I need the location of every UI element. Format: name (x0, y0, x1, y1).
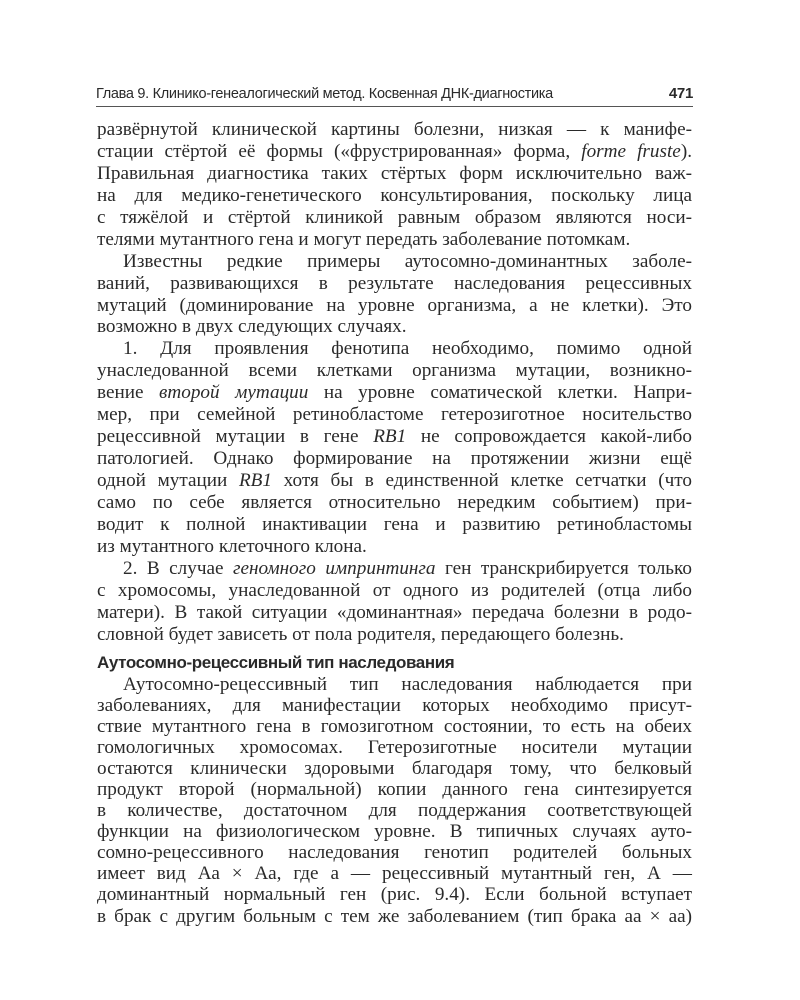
text-run: рецессивной мутации в гене (97, 426, 374, 448)
text-line (97, 229, 692, 251)
text-run: остаются клинически здоровыми благодаря тому, что белковый (97, 757, 692, 779)
text-line (97, 695, 692, 716)
italic-term: второй мутации (159, 382, 309, 404)
text-line (97, 426, 692, 448)
text-run: Правильная диагностика таких стёртых форм исключительно важ- (97, 162, 692, 184)
text-run: одной мутации (97, 470, 239, 491)
text-run: на уровне соматической клетки. Напри- (308, 382, 692, 404)
text-line (97, 624, 692, 646)
paragraph (97, 119, 692, 251)
italic-term: RB1 (238, 470, 272, 491)
text-line (97, 758, 692, 779)
text-run: Известны редкие примеры аутосомно-доминантных заболе- (123, 250, 692, 272)
text-line (97, 842, 692, 863)
section-heading: Аутосомно-рецессивный тип наследования (97, 652, 455, 672)
text-line (97, 119, 692, 141)
text-run: имеет вид Аа × Аа, где а — рецессивный мутантный ген, А — (97, 863, 692, 885)
text-line (97, 821, 692, 842)
text-line (97, 884, 692, 905)
chapter-title: Глава 9. Клинико-генеалогический метод. Косвенная ДНК-диагностика (96, 86, 553, 102)
paragraph (97, 674, 692, 927)
text-line (97, 382, 692, 404)
paragraph (97, 338, 692, 557)
text-run: хотя бы в единственной клетке сетчатки (что (271, 470, 692, 491)
paragraph (97, 251, 692, 339)
text-line (97, 470, 692, 492)
running-header (96, 84, 693, 107)
italic-term: forme fruste (581, 140, 681, 162)
text-run: само по себе является относительно нередким событием) при- (97, 491, 692, 513)
text-run: развёрнутой клинической картины болезни, низкая — к манифе- (97, 119, 692, 140)
text-line (97, 558, 692, 580)
text-line (97, 716, 692, 737)
page-number: 471 (668, 85, 693, 102)
text-run: с хромосомы, унаследованной от одного из родителей (отца либо (97, 579, 692, 601)
text-line (97, 580, 692, 602)
text-run: доминантный нормальный ген (рис. 9.4). Если больной вступает (97, 884, 692, 906)
text-run: мутаций (доминирование на уровне организма, а не клетки). Это (97, 294, 692, 316)
text-line (97, 185, 692, 207)
text-run: на для медико-генетического консультирования, поскольку лица (97, 184, 692, 206)
text-line (97, 141, 692, 163)
text-line (97, 906, 692, 927)
text-run: ствие мутантного гена в гомозиготном состоянии, то есть на обеих (97, 715, 692, 737)
text-run: 2. В случае (123, 557, 234, 579)
text-run: из мутантного клеточного клона. (97, 535, 367, 557)
text-line (97, 602, 692, 624)
text-line (97, 492, 692, 514)
text-run: функции на физиологическом уровне. В типичных случаях ауто- (97, 821, 692, 843)
italic-term: геномного импринтинга (233, 557, 436, 579)
text-line (97, 360, 692, 382)
text-run: в количестве, достаточном для поддержания соответствующей (97, 800, 692, 822)
text-line (97, 448, 692, 470)
text-line (97, 163, 692, 185)
text-line (97, 207, 692, 229)
section-text (97, 674, 692, 927)
italic-term: RB1 (373, 426, 407, 448)
text-line (97, 737, 692, 758)
text-line (97, 295, 692, 317)
page-body (97, 119, 692, 927)
text-run: заболеваниях, для манифестации которых необходимо присут- (97, 694, 692, 716)
text-run: водит к полной инактивации гена и развитию ретинобластомы (97, 513, 692, 535)
text-run: Аутосомно-рецессивный тип наследования наблюдается при (123, 673, 692, 695)
text-line (97, 316, 692, 338)
text-run: вение (97, 382, 160, 404)
text-run: мер, при семейной ретинобластоме гетерозиготное носительство (97, 404, 692, 426)
text-line (97, 779, 692, 800)
text-run: с тяжёлой и стёртой клиникой равным образом являются носи- (97, 206, 692, 228)
text-run: телями мутантного гена и могут передать заболевание потомкам. (97, 228, 631, 250)
paragraph (97, 558, 692, 646)
text-run: матери). В такой ситуации «доминантная» передача болезни в родо- (97, 601, 692, 623)
text-run: 1. Для проявления фенотипа необходимо, помимо одной (123, 338, 692, 360)
text-run: возможно в двух следующих случаях. (97, 316, 407, 338)
text-line (97, 338, 692, 360)
text-run: ваний, развивающихся в результате наследования рецессивных (97, 272, 692, 294)
text-run: сомно-рецессивного наследования генотип родителей больных (97, 842, 692, 864)
text-line (97, 674, 692, 695)
text-line (97, 273, 692, 295)
text-run: не сопровождается какой-либо (406, 426, 692, 448)
text-run: в брак с другим больным с тем же заболеванием (тип брака аа × аа) (97, 905, 692, 927)
text-line (97, 536, 692, 558)
text-run: ). (680, 140, 692, 162)
text-line (97, 251, 692, 273)
text-run: стации стёртой её формы («фрустрированная» форма, (97, 140, 582, 162)
text-run: словной будет зависеть от пола родителя, передающего болезнь. (97, 623, 624, 645)
text-run: гомологичных хромосомах. Гетерозиготные носители мутации (97, 736, 692, 758)
text-line (97, 863, 692, 884)
text-line (97, 404, 692, 426)
text-line (97, 800, 692, 821)
body-text (97, 119, 692, 646)
text-run: унаследованной всеми клетками организма мутации, возникно- (97, 360, 692, 382)
text-run: патологией. Однако формирование на протяжении жизни ещё (97, 448, 692, 470)
text-run: ген транскрибируется только (435, 557, 692, 579)
text-line (97, 514, 692, 536)
text-run: продукт второй (нормальной) копии данного гена синтезируется (97, 778, 692, 800)
